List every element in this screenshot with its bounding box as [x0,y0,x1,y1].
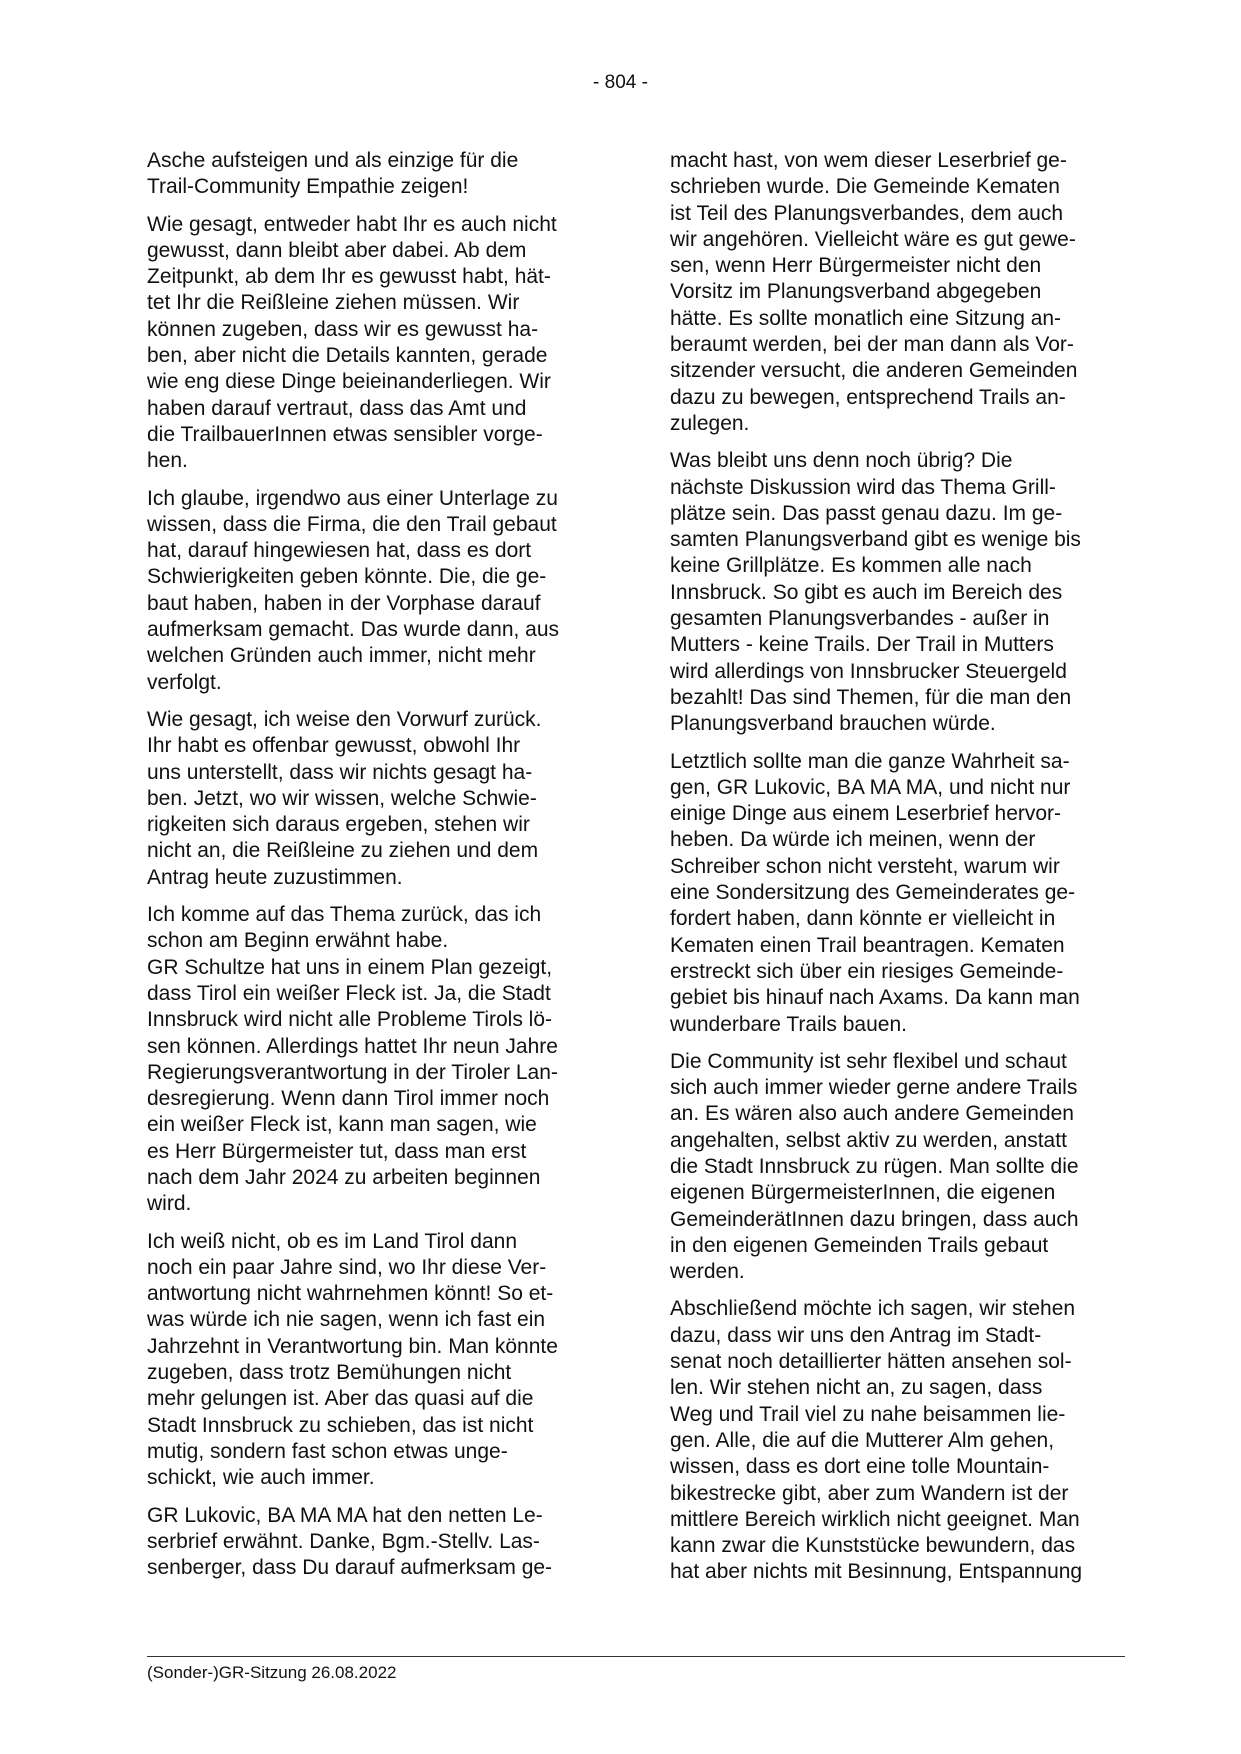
page-number: - 804 - [593,72,648,93]
footer-text: (Sonder-)GR-Sitzung 26.08.2022 [147,1663,397,1682]
paragraph: Abschließend möchte ich sagen, wir stehen dazu, dass wir uns den Antrag im Stadt- senat noch detaillierter hätten ansehen sol- len. Wir stehen nicht an, zu sagen, dass Weg und Trail viel zu nahe beisammen lie- gen. Alle, die auf die Mutterer Alm gehen, wissen, dass es dort eine tolle Mountain- bikestrecke gibt, aber zum Wandern ist der mittlere Bereich wirklich nicht geeignet. Man kann zwar die Kunststücke bewundern, das hat aber nichts mit Besinnung, Entspannung [670,1297,1083,1584]
paragraph: Asche aufsteigen und als einzige für die Trail-Community Empathie zeigen! [147,149,519,199]
paragraph: macht hast, von wem dieser Leserbrief ge- schrieben wurde. Die Gemeinde Kematen ist Teil des Planungsverbandes, dem auch wir angehören. Vielleicht wäre es gut gewe- sen, wenn Herr Bürgermeister nicht den Vorsitz im Planungsverband abgegeben hätte. Es sollte monatlich eine Sitzung an- beraumt werden, bei der man dann als Vor- sitzender versucht, die anderen Gemeinden dazu zu bewegen, entsprechend Trails an- zulegen. [670,149,1078,435]
right-column [670,148,1122,1597]
paragraph: Wie gesagt, entweder habt Ihr es auch nicht gewusst, dann bleibt aber dabei. Ab dem Zeitpunkt, ab dem Ihr es gewusst habt, hät- tet Ihr die Reißleine ziehen müssen. Wir können zugeben, dass wir es gewusst ha- ben, aber nicht die Details kannten, gerade wie eng diese Dinge beieinanderliegen. Wir haben darauf vertraut, dass das Amt und die TrailbauerInnen etwas sensibler vorge- hen. [147,212,557,473]
paragraph: Wie gesagt, ich weise den Vorwurf zurück. Ihr habt es offenbar gewusst, obwohl Ihr uns unterstellt, dass wir nichts gesagt ha- ben. Jetzt, wo wir wissen, welche Schwie- rigkeiten sich daraus ergeben, stehen wir nicht an, die Reißleine zu ziehen und dem Antrag heute zuzustimmen. [147,707,542,889]
footer-divider [147,1656,1125,1657]
paragraph: Ich glaube, irgendwo aus einer Unterlage zu wissen, dass die Firma, die den Trail gebaut hat, darauf hingewiesen hat, dass es dort Schwierigkeiten geben könnte. Die, die ge- baut haben, haben in der Vorphase darauf aufmerksam gemacht. Das wurde dann, aus welchen Gründen auch immer, nicht mehr verfolgt. [147,486,560,694]
paragraph: GR Lukovic, BA MA MA hat den netten Le- serbrief erwähnt. Danke, Bgm.-Stellv. Las- senberger, dass Du darauf aufmerksam ge- [147,1503,553,1580]
left-column [147,148,599,1592]
paragraph: Was bleibt uns denn noch übrig? Die nächste Diskussion wird das Thema Grill- plätze sein. Das passt genau dazu. Im ge- samten Planungsverband gibt es wenige bis keine Grillplätze. Es kommen alle nach Innsbruck. So gibt es auch im Bereich des gesamten Planungsverbandes - außer in Mutters - keine Trails. Der Trail in Mutters wird allerdings von Innsbrucker Steuergeld bezahlt! Das sind Themen, für die man den Planungsverband brauchen würde. [670,449,1081,736]
paragraph: Ich komme auf das Thema zurück, das ich schon am Beginn erwähnt habe. GR Schultze hat uns in einem Plan gezeigt, dass Tirol ein weißer Fleck ist. Ja, die Stadt Innsbruck wird nicht alle Probleme Tirols lö- sen können. Allerdings hattet Ihr neun Jahre Regierungsverantwortung in der Tiroler Lan- desregierung. Wenn dann Tirol immer noch ein weißer Fleck ist, kann man sagen, wie es Herr Bürgermeister tut, dass man erst nach dem Jahr 2024 zu arbeiten beginnen wird. [147,903,558,1216]
paragraph: Ich weiß nicht, ob es im Land Tirol dann noch ein paar Jahre sind, wo Ihr diese Ver- antwortung nicht wahrnehmen könnt! So et- was würde ich nie sagen, wenn ich fast ein Jahrzehnt in Verantwortung bin. Man könnte zugeben, dass trotz Bemühungen nicht mehr gelungen ist. Aber das quasi auf die Stadt Innsbruck zu schieben, das ist nicht mutig, sondern fast schon etwas unge- schickt, wie auch immer. [147,1229,558,1490]
paragraph: Letztlich sollte man die ganze Wahrheit sa- gen, GR Lukovic, BA MA MA, und nicht nur einige Dinge aus einem Leserbrief hervor- heben. Da würde ich meinen, wenn der Schreiber schon nicht versteht, warum wir eine Sondersitzung des Gemeinderates ge- fordert haben, dann könnte er vielleicht in Kematen einen Trail beantragen. Kematen erstreckt sich über ein riesiges Gemeinde- gebiet bis hinauf nach Axams. Da kann man wunderbare Trails bauen. [670,749,1080,1036]
paragraph: Die Community ist sehr flexibel und schaut sich auch immer wieder gerne andere Trails an. Es wären also auch andere Gemeinden angehalten, selbst aktiv zu werden, anstatt die Stadt Innsbruck zu rügen. Man sollte die eigenen BürgermeisterInnen, die eigenen GemeinderätInnen dazu bringen, dass auch in den eigenen Gemeinden Trails gebaut werden. [670,1049,1079,1284]
